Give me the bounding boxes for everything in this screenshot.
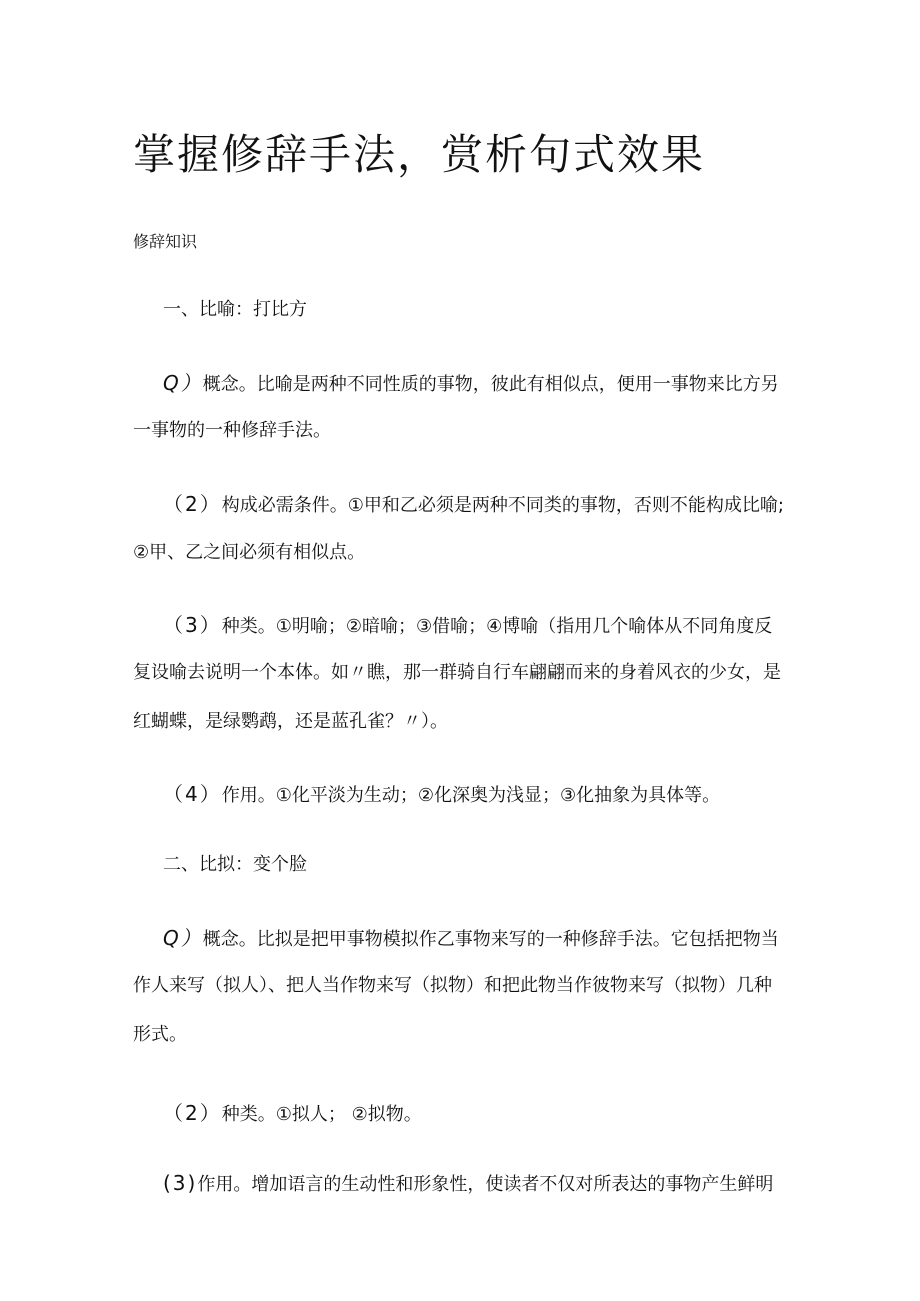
item-marker: （2） bbox=[163, 492, 222, 516]
heading-personification: 二、比拟：变个脸 bbox=[163, 854, 307, 875]
item-marker: Q） bbox=[163, 371, 203, 395]
section-label: 修辞知识 bbox=[133, 232, 198, 251]
item-marker: （4） bbox=[163, 782, 222, 806]
paragraph-text: 作用。增加语言的生动性和形象性，使读者不仅对所表达的事物产生鲜明 bbox=[197, 1174, 774, 1195]
item-marker: (3) bbox=[163, 1171, 198, 1195]
paragraph-line: 复设喻去说明一个本体。如〃瞧，那一群骑自行车翩翩而来的身着风衣的少女，是 bbox=[133, 662, 781, 683]
paragraph-line bbox=[163, 1170, 773, 1196]
paragraph-text: 概念。比喻是两种不同性质的事物，彼此有相似点，便用一事物来比方另 bbox=[202, 374, 779, 395]
paragraph-line bbox=[163, 922, 779, 951]
paragraph-text: 种类。①明喻；②暗喻；③借喻；④博喻（指用几个喻体从不同角度反 bbox=[221, 616, 773, 637]
heading-metaphor: 一、比喻：打比方 bbox=[163, 299, 307, 320]
paragraph-line bbox=[163, 367, 779, 396]
item-marker: （3） bbox=[163, 613, 222, 637]
paragraph-line: ②甲、乙之间必须有相似点。 bbox=[133, 542, 366, 563]
paragraph-text: 种类。①拟人； ②拟物。 bbox=[221, 1104, 422, 1125]
paragraph-line bbox=[163, 488, 784, 517]
paragraph-text: 概念。比拟是把甲事物模拟作乙事物来写的一种修辞手法。它包括把物当 bbox=[202, 929, 779, 950]
paragraph-line: 形式。 bbox=[133, 1024, 187, 1045]
paragraph-line: 一事物的一种修辞手法。 bbox=[133, 420, 331, 441]
item-marker: （2） bbox=[163, 1101, 222, 1125]
paragraph-text: 构成必需条件。①甲和乙必须是两种不同类的事物，否则不能构成比喻; bbox=[221, 495, 784, 516]
paragraph-text: 作用。①化平淡为生动；②化深奥为浅显；③化抽象为具体等。 bbox=[221, 785, 721, 806]
item-marker: Q） bbox=[163, 926, 203, 950]
page-title: 掌握修辞手法，赏析句式效果 bbox=[133, 130, 706, 179]
paragraph-line bbox=[163, 609, 772, 638]
paragraph-line: 红蝴蝶，是绿鹦鹉，还是蓝孔雀？〃）。 bbox=[133, 711, 448, 732]
paragraph-line: 作人来写（拟人）、把人当作物来写（拟物）和把此物当作彼物来写（拟物）几种 bbox=[133, 975, 772, 996]
paragraph-line bbox=[163, 778, 720, 807]
paragraph-line bbox=[163, 1097, 422, 1126]
